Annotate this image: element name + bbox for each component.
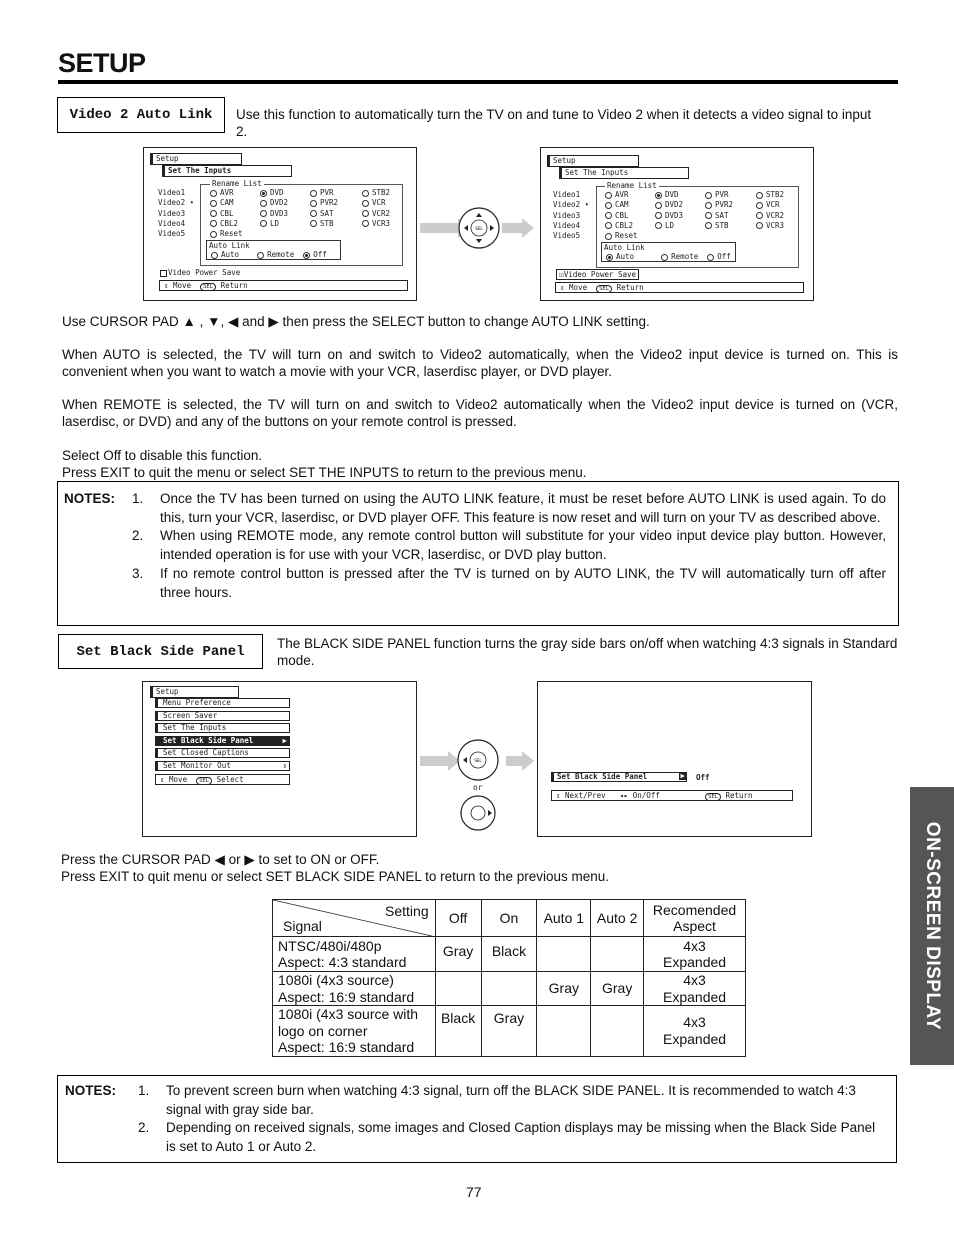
osd-autolink-box: Auto Link Auto Remote Off <box>206 240 341 260</box>
table-row: 1080i (4x3 source) Aspect: 16:9 standard Gray Gray 4x3 Expanded <box>273 972 746 1006</box>
osd-video-power-save[interactable]: ☑Video Power Save <box>556 269 639 280</box>
svg-text:SEL: SEL <box>474 758 482 763</box>
menu-item-black-side-panel[interactable]: Set Black Side Panel ▶ <box>155 736 290 746</box>
on-screen-display-tab: ON-SCREEN DISPLAY <box>910 787 954 1065</box>
osd-screen-autolink-before <box>143 147 417 301</box>
section1-intro: Use this function to automatically turn the TV on and tune to Video 2 when it detects a video signal to input 2. <box>236 107 872 139</box>
set-black-side-panel-label: Set Black Side Panel <box>58 634 263 669</box>
remote-cursor-pad-1 <box>418 203 540 253</box>
note-item: 1. To prevent screen burn when watching 4:3 signal, turn off the BLACK SIDE PANEL. It is recommended to watch 4:3 signal with gray side bar. <box>138 1083 856 1117</box>
osd-help-bar: ⇕ Move SEL Return <box>555 282 804 293</box>
osd-help-bar: ⇕ Move SEL Select <box>155 774 290 785</box>
osd-help-bar: ⇕ Next/Prev ◂▸ On/Off SEL Return <box>551 790 793 801</box>
autolink-off-description: Select Off to disable this function. <box>62 448 263 463</box>
notes-label: NOTES: <box>64 491 116 506</box>
osd-video-power-save[interactable]: Video Power Save <box>160 268 240 277</box>
bsp-cursor-instruction: Press the CURSOR PAD ◀ or ▶ to set to ON or OFF. <box>61 852 380 867</box>
table-header-diagonal: Setting Signal <box>273 900 436 937</box>
note-item: 3. If no remote control button is pressed after the TV is turned on by AUTO LINK, the TV will automatically turn off after three hours. <box>132 565 886 600</box>
or-label: or <box>473 783 483 792</box>
note-item: 2. When using REMOTE mode, any remote control button will substitute for your video input device play button. However, intended operation is for use with your VCR, laserdisc, or DVD play button. <box>132 528 886 563</box>
osd-col2[interactable]: DVD DVD2 DVD3 LD <box>655 190 683 231</box>
bsp-exit-instruction: Press EXIT to quit menu or select SET BLACK SIDE PANEL to return to the previous menu. <box>61 869 610 884</box>
osd-bsp-value: Off <box>696 773 710 782</box>
osd-col3[interactable]: PVR PVR2 SAT STB <box>310 188 338 229</box>
osd-rename-title: Rename List <box>607 181 657 190</box>
notes-label: NOTES: <box>65 1083 117 1098</box>
osd-help-bar: ⇕ Move SEL Return <box>159 280 408 291</box>
osd-setup-tab: Setup <box>150 686 239 698</box>
osd-set-inputs-tab: Set The Inputs <box>559 167 689 179</box>
osd-set-inputs-tab: Set The Inputs <box>162 165 292 177</box>
menu-item-monitor-out[interactable]: Set Monitor Out ⇕ <box>155 761 290 771</box>
page-title: SETUP <box>58 48 146 78</box>
osd-autolink-box: Auto Link Auto Remote Off <box>601 242 736 262</box>
note-item: 2. Depending on received signals, some images and Closed Caption displays may be missing when the Black Side Panel is set to Auto 1 or Auto 2. <box>138 1120 876 1155</box>
osd-setup-tab: Setup <box>150 153 242 165</box>
table-col-header: Auto 2 <box>591 900 644 937</box>
osd-col1[interactable]: AVR CAM CBL CBL2 Reset <box>605 190 638 241</box>
autolink-remote-description: When REMOTE is selected, the TV will turn on and switch to Video2 automatically when the Video2 input device is turned on (VCR, laserdisc, or DVD) and any of the buttons on your remote control is pressed. <box>62 397 898 429</box>
table-row: 1080i (4x3 source with logo on corner Aspect: 16:9 standard Black Gray 4x3 Expanded <box>273 1006 746 1057</box>
title-rule <box>58 80 898 84</box>
osd-setup-tab: Setup <box>547 155 639 167</box>
notes-box-black-side-panel <box>57 1075 897 1163</box>
table-col-header: Off <box>435 900 481 937</box>
svg-text:SEL: SEL <box>475 226 483 231</box>
osd-screen-autolink-after <box>540 147 814 301</box>
video2-auto-link-label: Video 2 Auto Link <box>57 97 225 133</box>
menu-item-set-inputs[interactable]: Set The Inputs <box>155 723 290 733</box>
autolink-exit-instruction: Press EXIT to quit the menu or select SET THE INPUTS to return to the previous menu. <box>62 465 587 480</box>
autolink-auto-description: When AUTO is selected, the TV will turn on and switch to Video2 automatically, when the Video2 input device is turned on. This is convenient when you want to watch a movie with your VCR, laserdisc player, or DVD player. <box>62 347 898 379</box>
table-col-header: Auto 1 <box>537 900 591 937</box>
autolink-cursor-instruction: Use CURSOR PAD ▲ , ▼, ◀ and ▶ then press the SELECT button to change AUTO LINK setting. <box>62 314 650 329</box>
osd-rename-title: Rename List <box>212 179 262 188</box>
menu-item-screen-saver[interactable]: Screen Saver <box>155 711 290 721</box>
osd-col2[interactable]: DVD DVD2 DVD3 LD <box>260 188 288 229</box>
osd-col3[interactable]: PVR PVR2 SAT STB <box>705 190 733 231</box>
notes-box-autolink <box>57 481 899 626</box>
osd-video-list: Video1 Video2 ➧ Video3 Video4 Video5 <box>553 190 590 241</box>
menu-item-preference[interactable]: Menu Preference <box>155 698 290 708</box>
menu-item-closed-captions[interactable]: Set Closed Captions <box>155 748 290 758</box>
black-side-panel-table <box>272 899 746 1057</box>
osd-setup-menu-list <box>155 698 290 773</box>
osd-col1[interactable]: AVR CAM CBL CBL2 Reset <box>210 188 243 239</box>
section2-intro: The BLACK SIDE PANEL function turns the gray side bars on/off when watching 4:3 signals in Standard mode. <box>277 636 898 668</box>
note-item: 1. Once the TV has been turned on using the AUTO LINK feature, it must be reset before AUTO LINK is used again. To do this, turn your VCR, laserdisc, or DVD player OFF. This feature is now reset and will turn on your TV as described above. <box>132 491 886 525</box>
osd-bsp-item[interactable]: Set Black Side Panel ▶ <box>551 772 687 782</box>
table-col-header: Recomended Aspect <box>644 900 746 937</box>
osd-col4[interactable]: STB2 VCR VCR2 VCR3 <box>362 188 390 229</box>
table-col-header: On <box>481 900 537 937</box>
page-number: 77 <box>466 1184 482 1200</box>
osd-screen-black-side-panel <box>537 681 812 837</box>
osd-col4[interactable]: STB2 VCR VCR2 VCR3 <box>756 190 784 231</box>
osd-video-list: Video1 Video2 ➧ Video3 Video4 Video5 <box>158 188 195 239</box>
table-row: NTSC/480i/480p Aspect: 4:3 standard Gray Black 4x3 Expanded <box>273 937 746 972</box>
osd-screen-setup-menu <box>142 681 417 837</box>
